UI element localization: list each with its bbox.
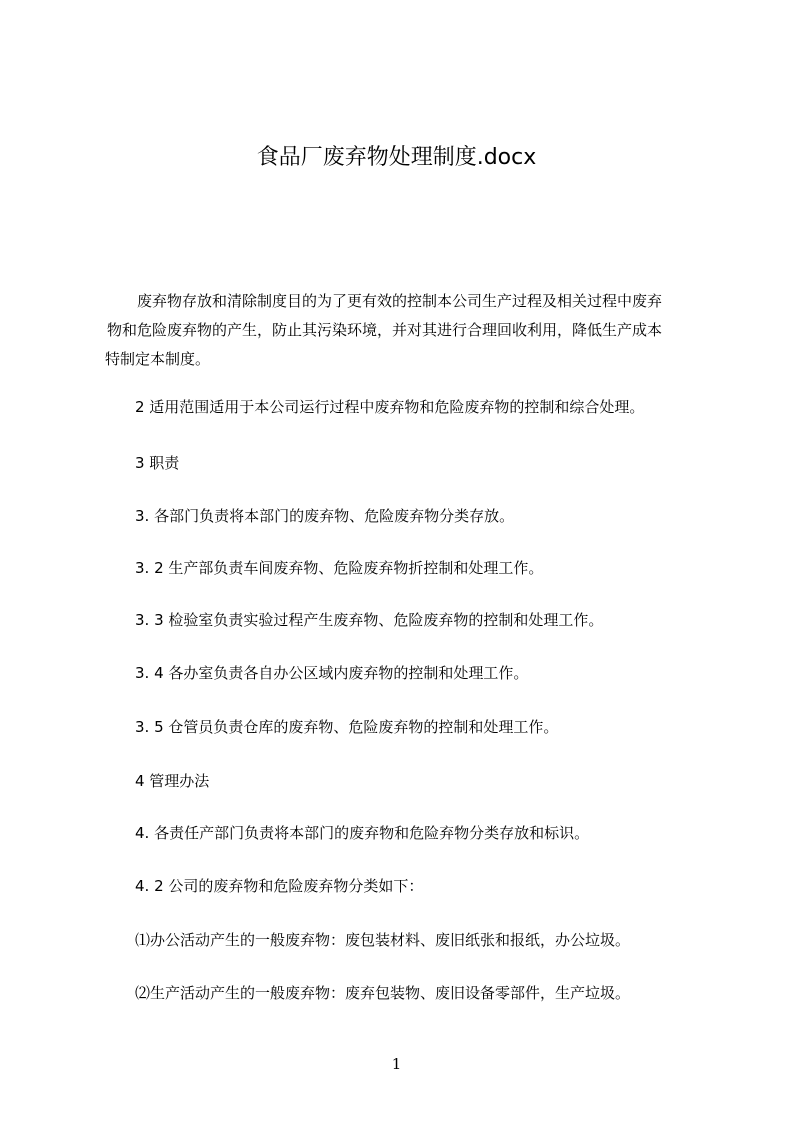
intro-line: 物和危险废弃物的产生，防止其污染环境，并对其进行合理回收利用，降低生产成本 <box>107 321 663 339</box>
paragraph-3-5: 3. 5 仓管员负责仓库的废弃物、危险废弃物的控制和处理工作。 <box>135 718 559 736</box>
intro-line: 废弃物存放和清除制度目的为了更有效的控制本公司生产过程及相关过程中废弃 <box>137 292 663 310</box>
paragraph-4-2: 4. 2 公司的废弃物和危险废弃物分类如下： <box>135 877 424 895</box>
paragraph-3-2: 3. 2 生产部负责车间废弃物、危险废弃物折控制和处理工作。 <box>135 559 544 577</box>
paragraph-3-4: 3. 4 各办室负责各自办公区域内废弃物的控制和处理工作。 <box>135 664 529 682</box>
paragraph-scope: 2 适用范围适用于本公司运行过程中废弃物和危险废弃物的控制和综合处理。 <box>135 398 645 416</box>
page-number: 1 <box>391 1055 402 1073</box>
paragraph-3-1: 3. 各部门负责将本部门的废弃物、危险废弃物分类存放。 <box>135 507 515 525</box>
paragraph-4-1: 4. 各责任产部门负责将本部门的废弃物和危险弃物分类存放和标识。 <box>135 824 590 842</box>
heading-responsibilities: 3 职责 <box>135 454 180 472</box>
list-item-1: ⑴办公活动产生的一般废弃物：废包装材料、废旧纸张和报纸，办公垃圾。 <box>135 931 631 949</box>
document-title: 食品厂废弃物处理制度.docx <box>256 145 537 170</box>
list-item-2: ⑵生产活动产生的一般废弃物：废弃包装物、废旧设备零部件，生产垃圾。 <box>135 984 631 1002</box>
intro-line: 特制定本制度。 <box>105 350 211 368</box>
heading-management: 4 管理办法 <box>135 772 210 790</box>
paragraph-3-3: 3. 3 检验室负责实验过程产生废弃物、危险废弃物的控制和处理工作。 <box>135 611 604 629</box>
intro-paragraph <box>107 287 707 374</box>
